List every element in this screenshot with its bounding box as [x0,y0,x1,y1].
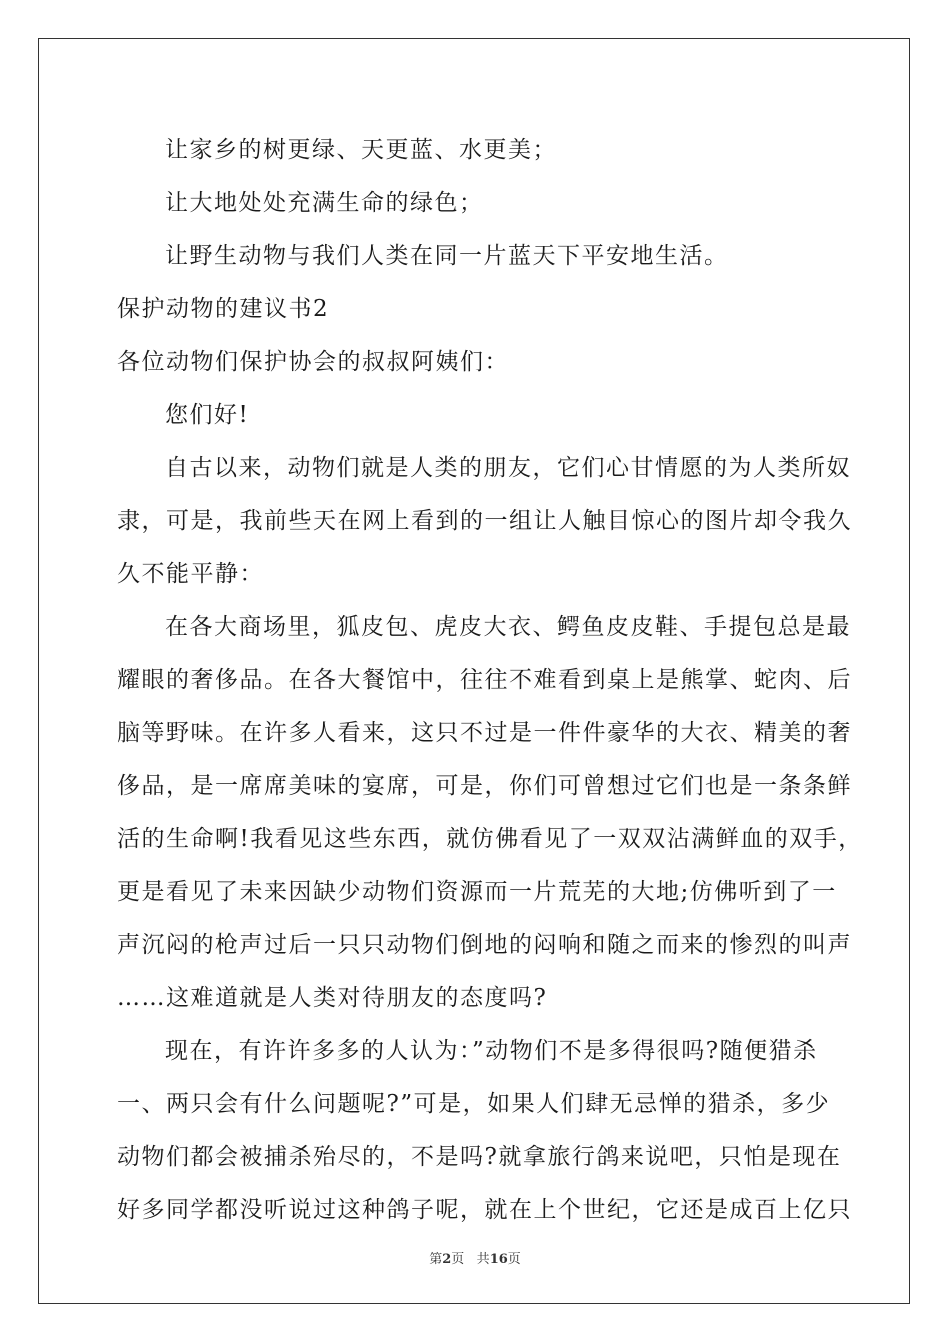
paragraph-line: 耀眼的奢侈品。在各大餐馆中，往往不难看到桌上是熊掌、蛇肉、后 [117,667,852,693]
paragraph-line: 动物们都会被捕杀殆尽的，不是吗?就拿旅行鸽来说吧，只怕是现在 [117,1144,842,1170]
section-title: 保护动物的建议书2 [117,296,330,322]
paragraph-line: 在各大商场里，狐皮包、虎皮大衣、鳄鱼皮皮鞋、手提包总是最 [165,614,851,640]
paragraph-line: ……这难道就是人类对待朋友的态度吗? [117,985,548,1011]
total-pages: 16 [489,1252,508,1267]
paragraph-line: 好多同学都没听说过这种鸽子呢，就在上个世纪，它还是成百上亿只 [117,1197,852,1223]
salutation: 各位动物们保护协会的叔叔阿姨们： [117,349,509,375]
paragraph-line: 让大地处处充满生命的绿色； [165,190,484,216]
page-number-suffix: 页 [451,1252,465,1267]
page-footer [0,1248,950,1267]
paragraph-line: 现在，有许许多多的人认为：”动物们不是多得很吗?随便猎杀 [165,1038,818,1064]
paragraph-line: 脑等野味。在许多人看来，这只不过是一件件豪华的大衣、精美的奢 [117,720,852,746]
paragraph-line: 一、两只会有什么问题呢?”可是，如果人们肆无忌惮的猎杀，多少 [117,1091,831,1117]
paragraph-line: 隶，可是，我前些天在网上看到的一组让人触目惊心的图片却令我久 [117,508,852,534]
document-body [117,124,863,1237]
paragraph-line: 侈品，是一席席美味的宴席，可是，你们可曾想过它们也是一条条鲜 [117,773,852,799]
total-pages-prefix: 共 [476,1252,490,1267]
paragraph-line: 活的生命啊!我看见这些东西，就仿佛看见了一双双沾满鲜血的双手， [117,826,863,852]
greeting: 您们好! [165,402,250,428]
paragraph-line: 更是看见了未来因缺少动物们资源而一片荒芜的大地;仿佛听到了一 [117,879,837,905]
paragraph-line: 声沉闷的枪声过后一只只动物们倒地的闷响和随之而来的惨烈的叫声 [117,932,852,958]
page-number: 2 [442,1252,452,1267]
page-number-prefix: 第 [429,1252,443,1267]
total-pages-suffix: 页 [507,1252,521,1267]
paragraph-line: 让野生动物与我们人类在同一片蓝天下平安地生活。 [165,243,729,269]
paragraph-line: 自古以来，动物们就是人类的朋友，它们心甘情愿的为人类所奴 [165,455,851,481]
paragraph-line: 让家乡的树更绿、天更蓝、水更美； [165,137,557,163]
paragraph-line: 久不能平静： [117,561,264,587]
